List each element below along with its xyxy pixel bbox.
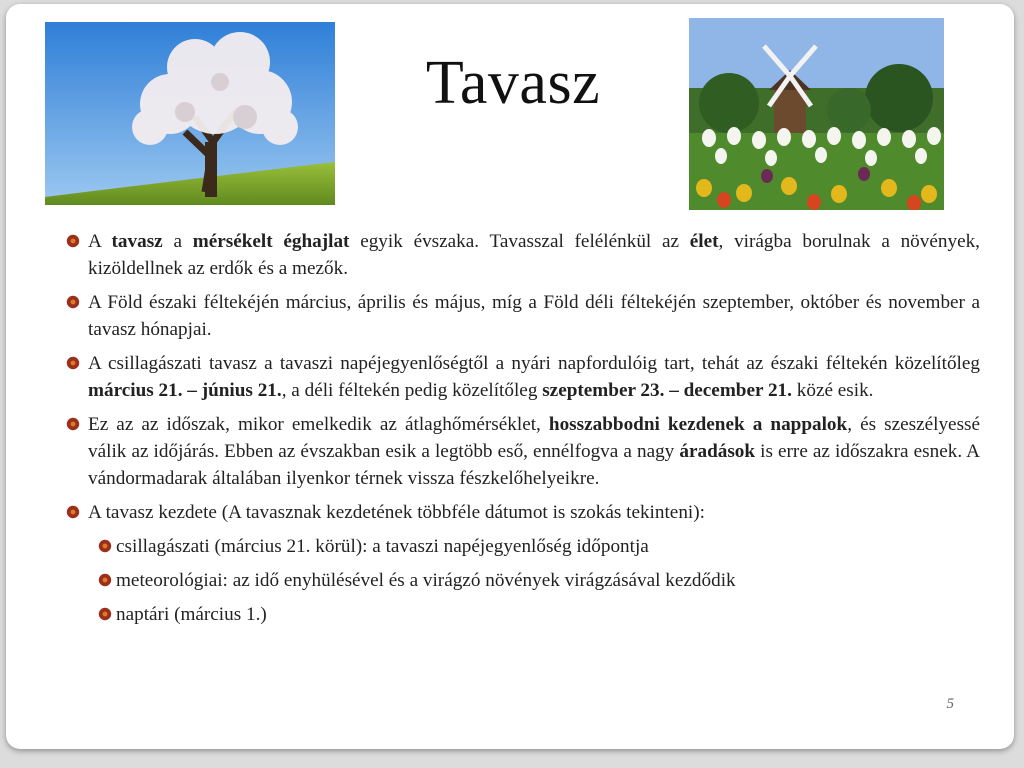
text-segment: Ez az az időszak, mikor emelkedik az átlaghőmérséklet,	[88, 414, 549, 435]
bullet-spring-start	[66, 499, 980, 526]
blossom-tree-photo	[45, 22, 335, 205]
bold-term: tavasz	[111, 231, 163, 252]
bullet-flower-icon	[98, 539, 112, 553]
text-segment: meteorológiai: az idő enyhülésével és a virágzó növények virágzásával kezdődik	[116, 570, 736, 591]
slide-title: Tavasz	[425, 49, 601, 117]
sub-bullet-astronomical	[98, 533, 980, 560]
text-segment: közé esik.	[791, 380, 874, 401]
bold-term: hosszabbodni kezdenek a nappalok	[548, 414, 848, 435]
sub-bullet-calendar	[98, 601, 980, 628]
bullet-months	[66, 289, 980, 343]
bold-term: március 21. – június 21.	[88, 380, 282, 401]
slide	[6, 4, 1014, 749]
bullet-astronomical-spring	[66, 350, 980, 404]
text-segment: A tavasz kezdete (A tavasznak kezdetének többféle dátumot is szokás tekinteni):	[88, 502, 705, 523]
windmill-illustration	[689, 18, 944, 210]
bullet-flower-icon	[98, 607, 112, 621]
text-segment: A	[88, 231, 112, 252]
bullet-season-features	[66, 411, 980, 492]
text-segment: a	[162, 231, 193, 252]
bullet-flower-icon	[66, 417, 80, 431]
text-segment: , és szeszélyessé válik az időjárás. Ebben az évszakban esik a legtöbb eső, ennélfogva a nagy	[88, 414, 981, 462]
text-segment: A csillagászati tavasz a tavaszi napéjegyenlőségtől a nyári napfordulóig tart, tehát az északi féltekén közelítőleg	[88, 353, 980, 374]
page-number: 5	[946, 696, 954, 712]
text-segment: egyik évszaka. Tavasszal felélénkül az	[349, 231, 690, 252]
sub-bullet-meteorological	[98, 567, 980, 594]
text-segment: is erre az időszakra esnek. A vándormadarak általában ilyenkor térnek vissza fészkelőhelyeikre.	[88, 441, 980, 489]
text-segment: A Föld északi féltekéjén március, április és május, míg a Föld déli féltekéjén szeptember, október és november a tavasz hónapjai.	[88, 292, 980, 340]
bold-term: mérsékelt éghajlat	[192, 231, 350, 252]
bullet-flower-icon	[66, 295, 80, 309]
bullet-flower-icon	[98, 573, 112, 587]
bold-term: áradások	[679, 441, 756, 462]
bullet-flower-icon	[66, 234, 80, 248]
bold-term: szeptember 23. – december 21.	[542, 380, 792, 401]
text-segment: , a déli féltekén pedig közelítőleg	[281, 380, 543, 401]
tree-illustration	[45, 22, 335, 205]
windmill-tulips-photo	[689, 18, 944, 210]
text-segment: , virágba borulnak a növények, kizöldellnek az erdők és a mezők.	[88, 231, 980, 279]
bullet-flower-icon	[66, 505, 80, 519]
text-segment: csillagászati (március 21. körül): a tavaszi napéjegyenlőség időpontja	[116, 536, 649, 557]
bold-term: élet	[689, 231, 719, 252]
text-segment: naptári (március 1.)	[116, 604, 267, 625]
bullet-tavasz-definition	[66, 228, 980, 282]
bullet-list	[66, 228, 980, 635]
bullet-flower-icon	[66, 356, 80, 370]
